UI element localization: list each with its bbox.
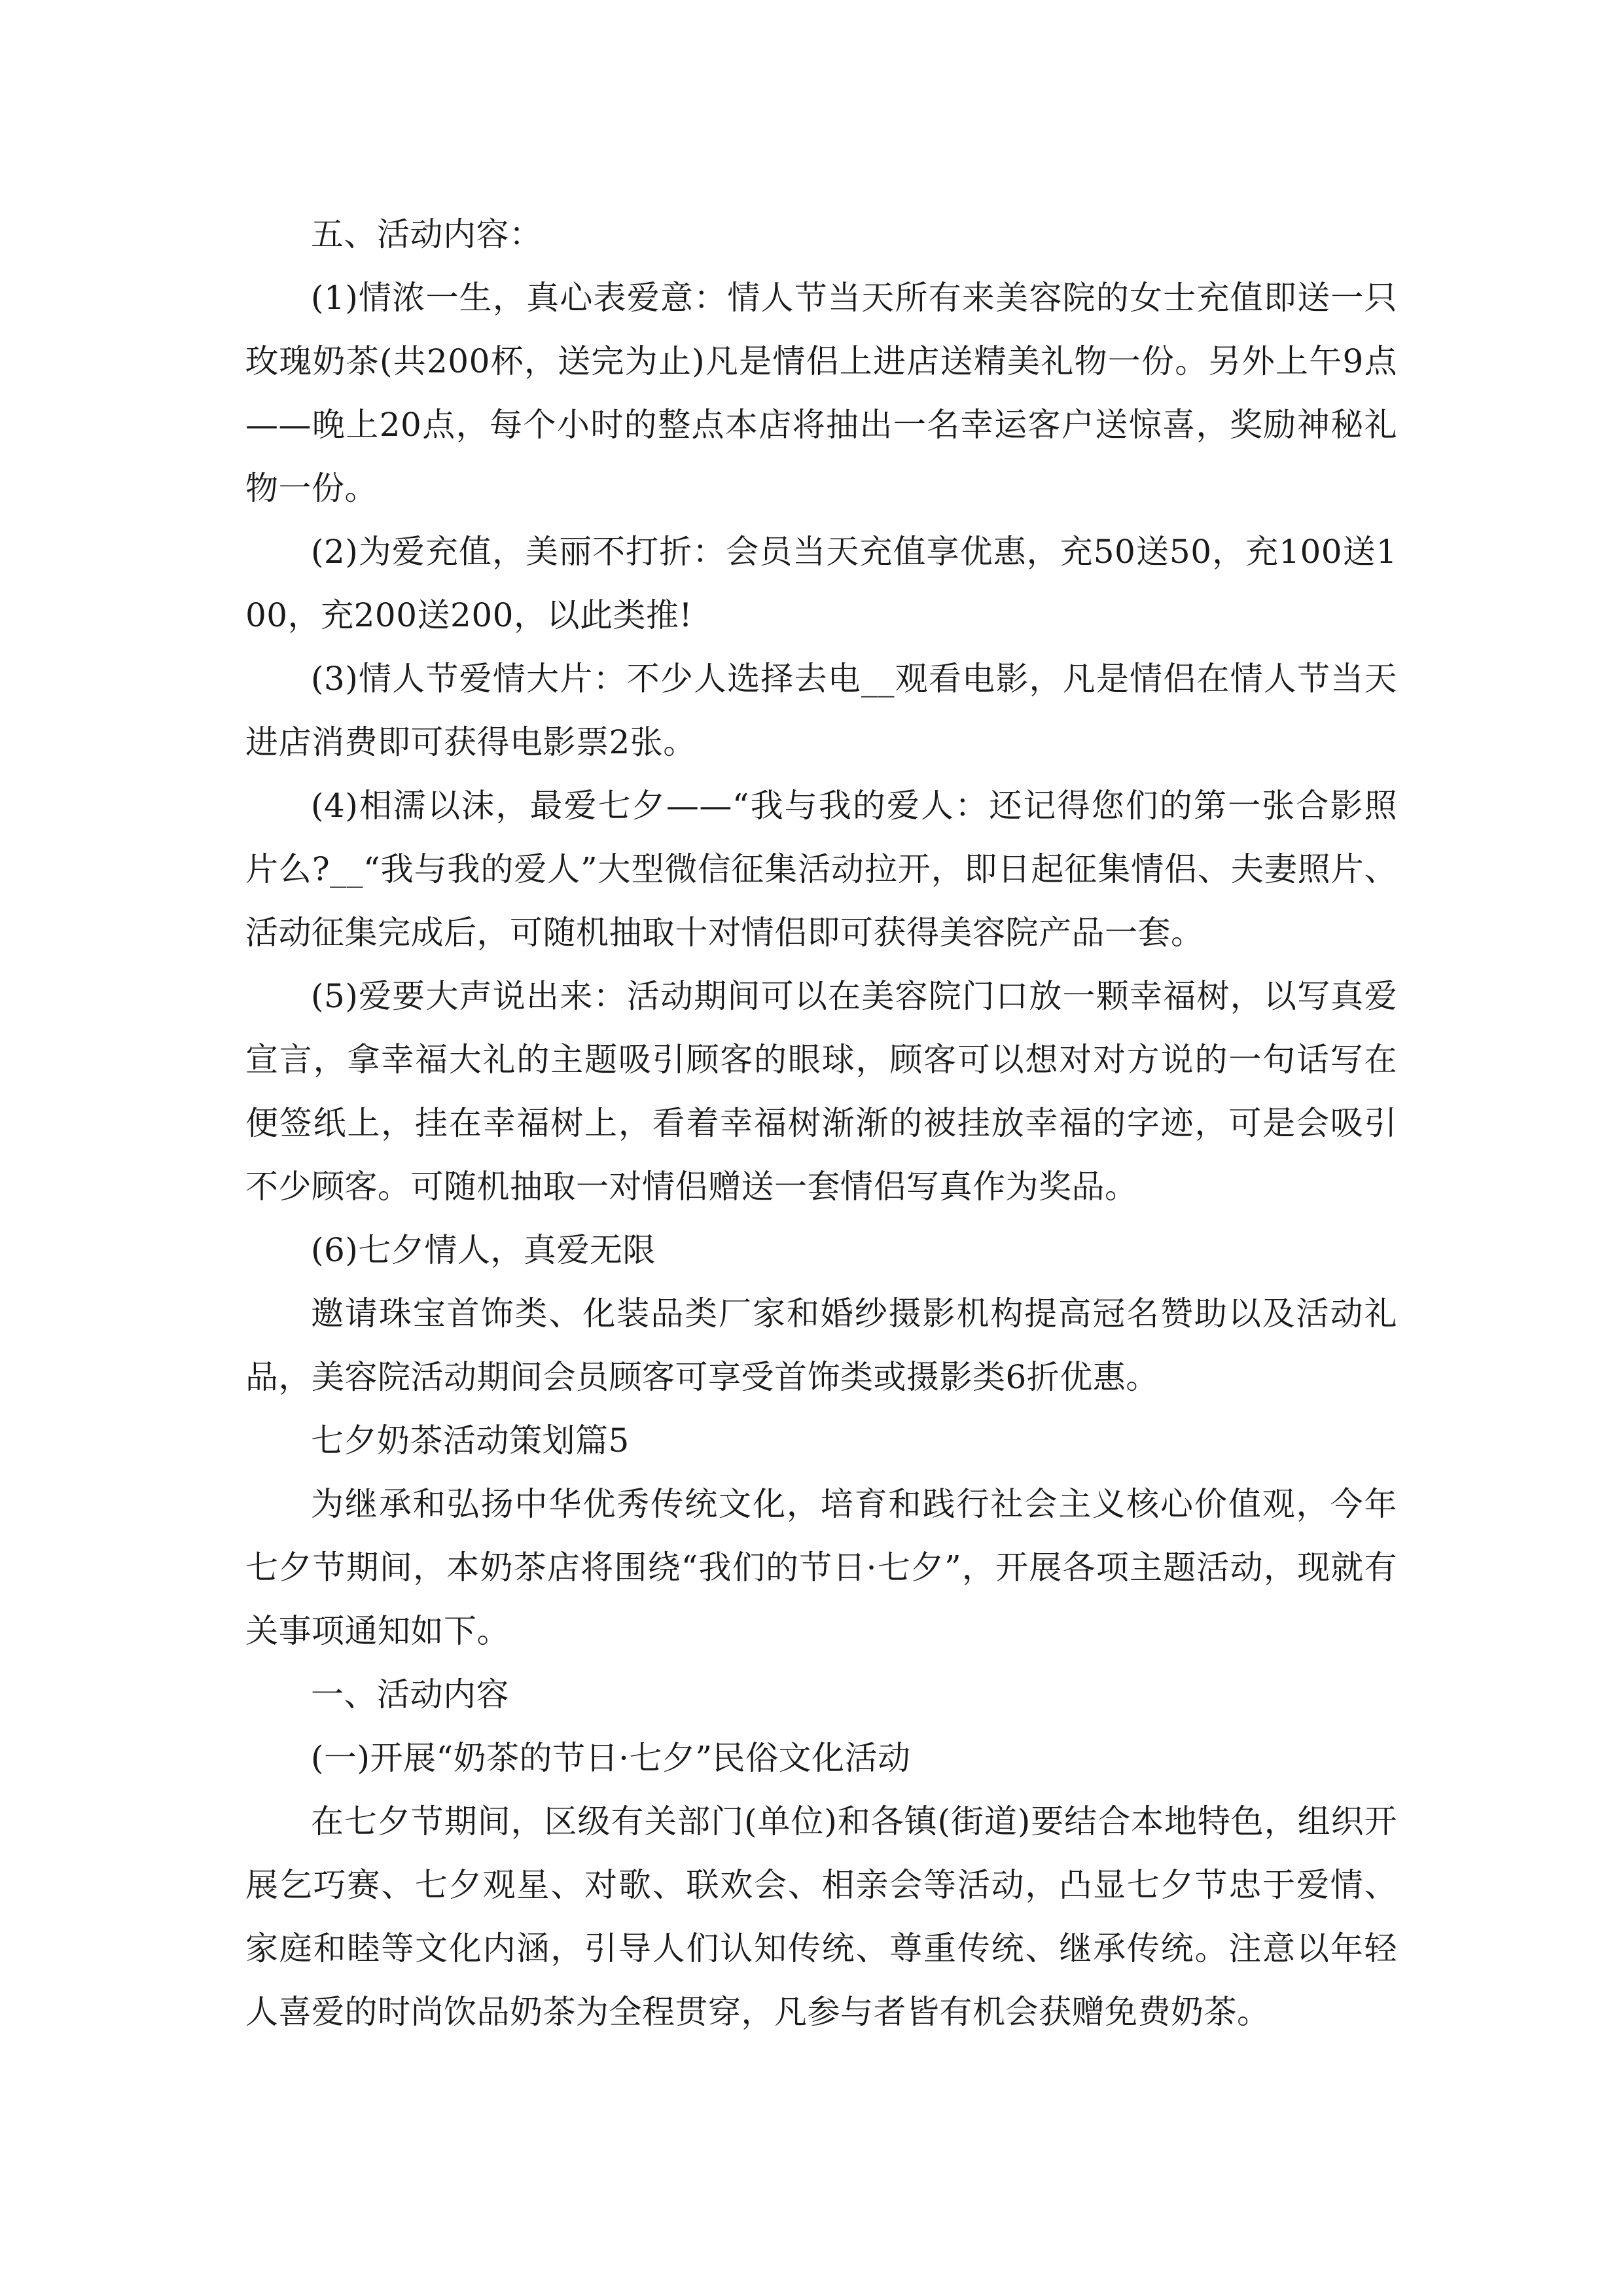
paragraph-item-5: (5)爱要大声说出来：活动期间可以在美容院门口放一颗幸福树，以写真爱宣言，拿幸福大礼的主题吸引顾客的眼球，顾客可以想对对方说的一句话写在便签纸上，挂在幸福树上，看着幸福树渐渐的被挂放幸福的字迹，可是会吸引不少顾客。可随机抽取一对情侣赠送一套情侣写真作为奖品。 [245,977,1397,1206]
paragraph-item-3: (3)情人节爱情大片：不少人选择去电__观看电影，凡是情侣在情人节当天进店消费即可获得电影票2张。 [245,660,1397,761]
paragraph-item-2: (2)为爱充值，美丽不打折：会员当天充值享优惠，充50送50，充100送100，充200送200，以此类推! [245,533,1397,634]
paragraph-item-1: (1)情浓一生，真心表爱意：情人节当天所有来美容院的女士充值即送一只玫瑰奶茶(共200杯，送完为止)凡是情侣上进店送精美礼物一份。另外上午9点——晚上20点，每个小时的整点本店将抽出一名幸运客户送惊喜，奖励神秘礼物一份。 [245,279,1397,507]
article-title-part-5: 七夕奶茶活动策划篇5 [311,1422,630,1460]
paragraph-item-6: (6)七夕情人，真爱无限 [311,1231,656,1269]
section-heading-one: 一、活动内容 [311,1676,509,1713]
paragraph-intro: 为继承和弘扬中华优秀传统文化，培育和践行社会主义核心价值观，今年七夕节期间，本奶茶店将围绕“我们的节日·七夕”，开展各项主题活动，现就有关事项通知如下。 [245,1485,1397,1650]
paragraph-item-4: (4)相濡以沫，最爱七夕——“我与我的爱人：还记得您们的第一张合影照片么?__“我与我的爱人”大型微信征集活动拉开，即日起征集情侣、夫妻照片、活动征集完成后，可随机抽取十对情侣即可获得美容院产品一套。 [245,787,1397,952]
paragraph-sponsor-invite: 邀请珠宝首饰类、化装品类厂家和婚纱摄影机构提高冠名赞助以及活动礼品，美容院活动期间会员顾客可享受首饰类或摄影类6折优惠。 [245,1295,1397,1396]
document-body [245,203,1397,2044]
paragraph-festival-activities: 在七夕节期间，区级有关部门(单位)和各镇(街道)要结合本地特色，组织开展乞巧赛、七夕观星、对歌、联欢会、相亲会等活动，凸显七夕节忠于爱情、家庭和睦等文化内涵，引导人们认知传统、尊重传统、继承传统。注意以年轻人喜爱的时尚饮品奶茶为全程贯穿，凡参与者皆有机会获赠免费奶茶。 [245,1803,1397,2031]
subsection-heading-one: (一)开展“奶茶的节日·七夕”民俗文化活动 [311,1739,911,1777]
section-heading-activity-content: 五、活动内容： [311,215,543,253]
